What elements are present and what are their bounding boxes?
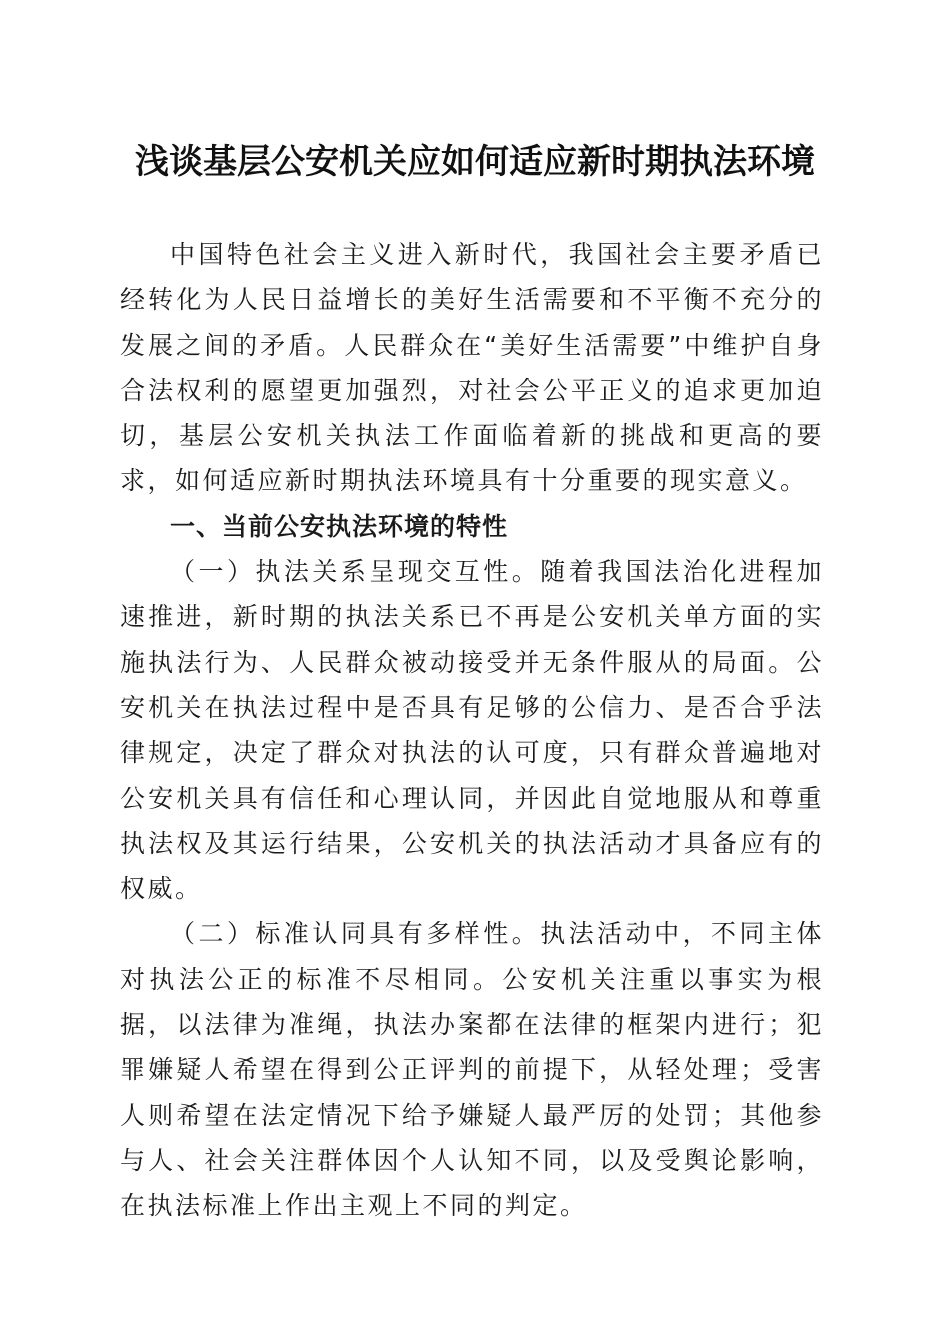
subsection-paragraph-2: （二）标准认同具有多样性。执法活动中，不同主体对执法公正的标准不尽相同。公安机关注重以事实为根据，以法律为准绳，执法办案都在法律的框架内进行；犯罪嫌疑人希望在得到公正评判的前提下，从轻处理；受害人则希望在法定情况下给予嫌疑人最严厉的处罚；其他参与人、社会关注群体因个人认知不同，以及受舆论影响，在执法标准上作出主观上不同的判定。 [120,919,824,1221]
section-heading: 一、当前公安执法环境的特性 [170,511,509,541]
intro-paragraph: 中国特色社会主义进入新时代，我国社会主要矛盾已经转化为人民日益增长的美好生活需要和不平衡不充分的发展之间的矛盾。人民群众在“美好生活需要”中维护自身合法权利的愿望更加强烈，对社会公平正义的追求更加迫切，基层公安机关执法工作面临着新的挑战和更高的要求，如何适应新时期执法环境具有十分重要的现实意义。 [120,240,824,496]
document-body [120,232,824,1229]
subsection-paragraph-1: （一）执法关系呈现交互性。随着我国法治化进程加速推进，新时期的执法关系已不再是公安机关单方面的实施执法行为、人民群众被动接受并无条件服从的局面。公安机关在执法过程中是否具有足够的公信力、是否合乎法律规定，决定了群众对执法的认可度，只有群众普遍地对公安机关具有信任和心理认同，并因此自觉地服从和尊重执法权及其运行结果，公安机关的执法活动才具备应有的权威。 [120,557,824,904]
document-title: 浅谈基层公安机关应如何适应新时期执法环境 [135,142,815,182]
